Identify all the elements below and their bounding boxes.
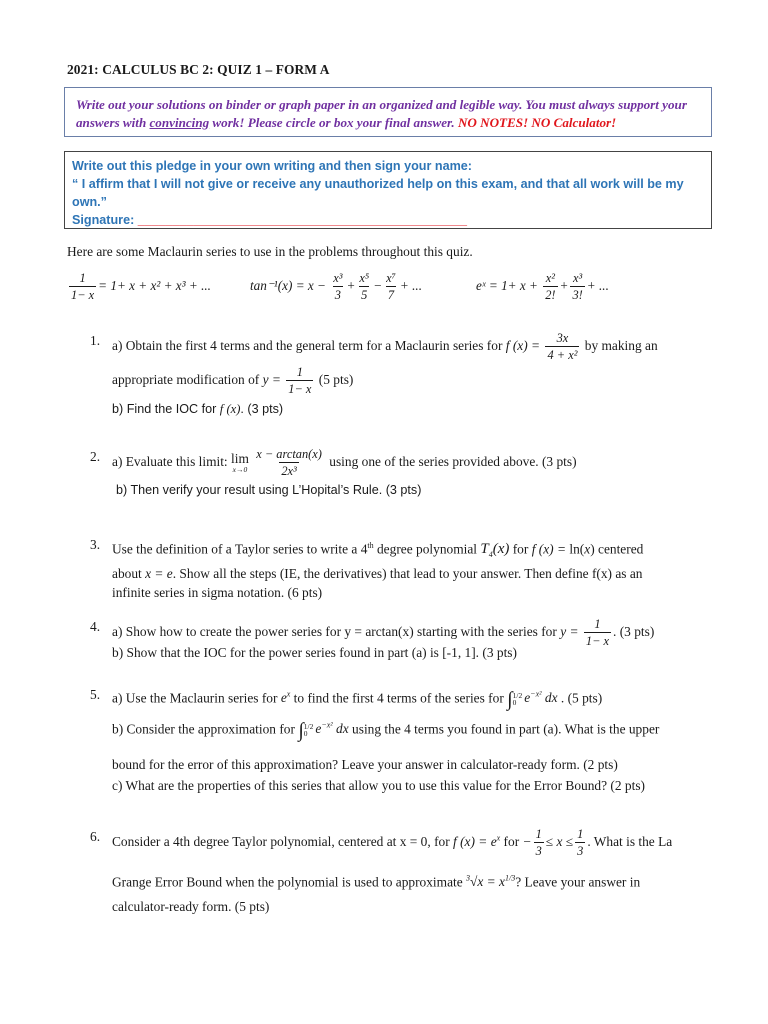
problem-3-text2: degree polynomial — [373, 541, 481, 557]
signature-row — [72, 211, 712, 229]
problem-5a-text1: a) Use the Maclaurin series for — [112, 690, 281, 706]
problem-1a-text: a) Obtain the first 4 terms and the general term for a Maclaurin series for — [112, 337, 506, 353]
problem-5b-text3: bound for the error of this approximation? Leave your answer in calculator-ready form. (2 pts) — [112, 757, 618, 772]
series-geometric-rhs: = 1+ x + x² + x³ + ... — [98, 277, 211, 293]
problem-5b-text2: using the 4 terms you found in part (a). What is the upper — [348, 721, 660, 737]
problem-5b-text1: b) Consider the approximation for — [112, 721, 299, 737]
pledge-text — [72, 157, 712, 229]
instructions-warning: NO NOTES! NO Calculator! — [457, 115, 617, 130]
problem-2b-text: b) Then verify your result using L’Hopital’s Rule. (3 pts) — [116, 483, 422, 497]
series-intro: Here are some Maclaurin series to use in the problems throughout this quiz. — [67, 244, 473, 259]
instructions-underlined: convincing — [149, 115, 210, 130]
problem-4a-pts: . (3 pts) — [613, 623, 655, 639]
problem-number: 2. — [90, 449, 101, 464]
instructions-part1: Write out your solutions on binder or graph paper in an organized and legible way. You must always support your answers with — [76, 97, 687, 130]
problem-3-text7: infinite series in sigma notation. (6 pts) — [112, 585, 323, 601]
problem-6-text1: Consider a 4th degree Taylor polynomial, centered at x = 0, for — [112, 833, 454, 849]
page-title: 2021: CALCULUS BC 2: QUIZ 1 – FORM A — [67, 62, 330, 77]
pledge-line1: Write out this pledge in your own writing and then sign your name: — [72, 159, 472, 173]
problem-number: 1. — [90, 333, 101, 348]
problem-1a-text2: by making an — [581, 337, 658, 353]
series-exp-lhs: eˣ = 1+ x + — [476, 277, 538, 293]
problem-1b-pts: . (3 pts) — [240, 402, 284, 416]
problem-4a-text: a) Show how to create the power series for y = arctan(x) starting with the series for — [112, 623, 561, 639]
series-geometric: $\frac{1}{1- x}$ = 1+ x + x² + x³ + ... — [71, 271, 211, 303]
signature-label: Signature: — [72, 213, 135, 227]
signature-line: _______________________________________________ — [137, 213, 467, 227]
problem-3-text1: Use the definition of a Taylor series to write a 4 — [112, 541, 368, 557]
problem-1a-text3: appropriate modification of — [112, 371, 263, 387]
problem-3-text4: centered — [594, 541, 644, 557]
problem-1a-pts: (5 pts) — [318, 371, 354, 387]
problem-4b-text: b) Show that the IOC for the power series found in part (a) is [-1, 1]. (3 pts) — [112, 645, 517, 660]
series-arctan: tan⁻¹(x) = x − $\frac{\text{x³}}{3}$ + $\frac{\text{x⁵}}{5}$ − $\frac{\text{x⁷}}{7}$ + ... — [250, 271, 422, 303]
problem-6-text2: for — [500, 833, 523, 849]
problem-5c-text: c) What are the properties of this series that allow you to use this value for the Error Bound? (2 pts) — [112, 778, 645, 793]
problem-number: 4. — [90, 619, 101, 634]
problem-3-text3: for — [509, 541, 532, 557]
problem-6-text4: Grange Error Bound when the polynomial is used to approximate — [112, 874, 467, 890]
problem-number: 6. — [90, 829, 101, 844]
problem-2a-text2: using one of the series provided above. (3 pts) — [325, 453, 577, 469]
problem-number: 5. — [90, 687, 101, 702]
series-exp: eˣ = 1+ x + $\frac{\text{x²}}{2!}$ + $\frac{\text{x³}}{3!}$ + ... — [476, 271, 609, 303]
instructions-part2: work! Please circle or box your final answer. — [209, 115, 458, 130]
problem-1b-text: b) Find the IOC for — [112, 402, 220, 416]
series-arctan-lhs: tan⁻¹(x) = x − — [250, 277, 326, 293]
problem-3-text6: . Show all the steps (IE, the derivatives) that lead to your answer. Then define f(x) as an — [172, 566, 643, 582]
problem-3-text5: about — [112, 566, 146, 582]
problem-5a-text2: to find the first 4 terms of the series for — [290, 690, 508, 706]
problem-2a-text: a) Evaluate this limit: — [112, 453, 231, 469]
problem-6-text3: . What is the La — [587, 833, 673, 849]
problem-number: 3. — [90, 537, 101, 552]
problem-6-text6: calculator-ready form. (5 pts) — [112, 899, 270, 914]
instructions-text — [76, 96, 706, 132]
pledge-line2: “ I affirm that I will not give or receive any unauthorized help on this exam, and that all work will be my own.” — [72, 177, 684, 209]
problem-3-sup: th — [367, 541, 374, 550]
problem-6-text5: ? Leave your answer in — [515, 874, 641, 890]
problem-5a-pts: . (5 pts) — [557, 690, 603, 706]
